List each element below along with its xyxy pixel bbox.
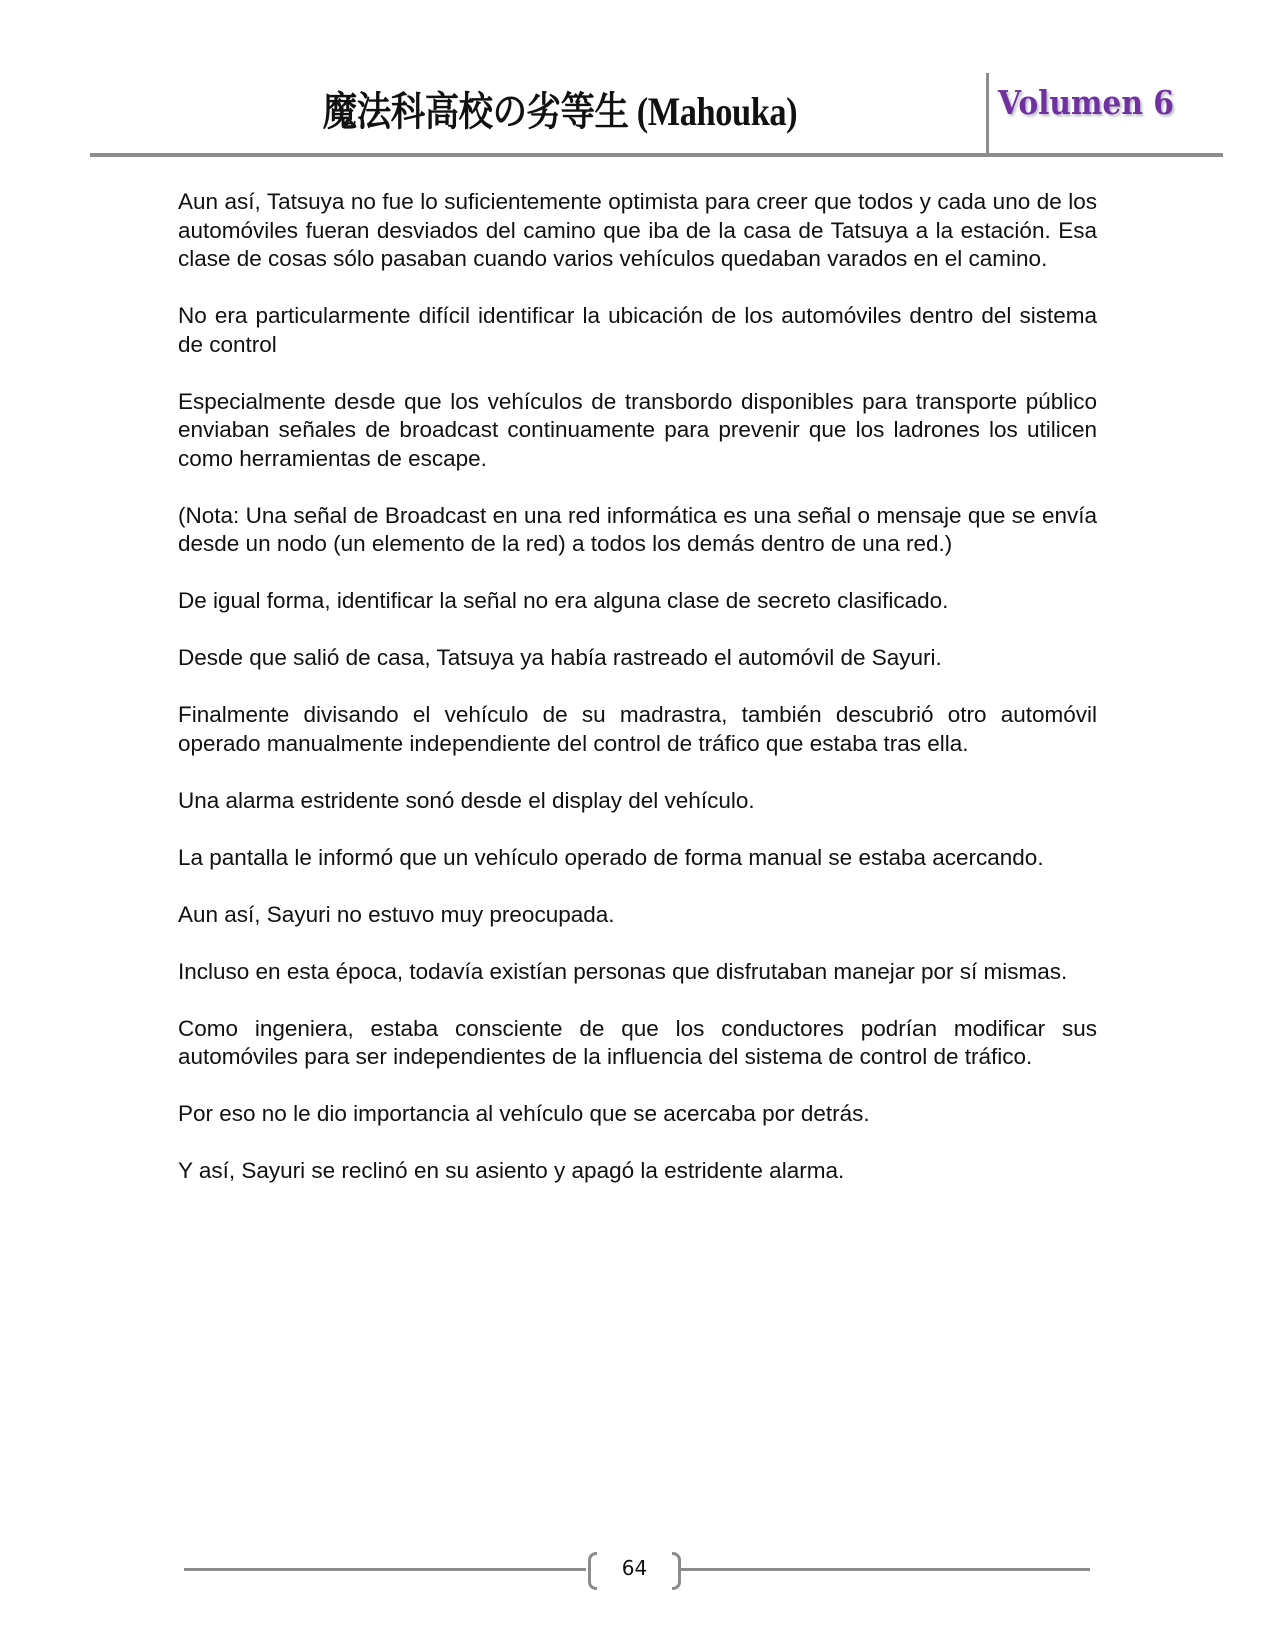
paragraph: Y así, Sayuri se reclinó en su asiento y apagó la estridente alarma. <box>178 1158 845 1183</box>
paragraph: Desde que salió de casa, Tatsuya ya había rastreado el automóvil de Sayuri. <box>178 645 942 670</box>
paragraph: (Nota: Una señal de Broadcast en una red informática es una señal o mensaje que se envía desde un nodo (un elemento de la red) a todos los demás dentro de una red.) <box>178 502 1097 556</box>
paragraph: No era particularmente difícil identificar la ubicación de los automóviles dentro del sistema de control <box>178 303 1097 357</box>
paragraph: Por eso no le dio importancia al vehículo que se acercaba por detrás. <box>178 1101 870 1126</box>
paragraph: Especialmente desde que los vehículos de transbordo disponibles para transporte público enviaban señales de broadcast continuamente para prevenir que los ladrones los utilicen como herramientas de escape. <box>178 388 1097 471</box>
right-bracket-icon <box>672 1552 681 1590</box>
page-body <box>178 188 1097 1214</box>
footer-rule-left <box>184 1568 586 1571</box>
header-divider <box>986 73 989 157</box>
paragraph: De igual forma, identificar la señal no era alguna clase de secreto clasificado. <box>178 588 949 613</box>
page-number: 64 <box>621 1556 648 1580</box>
paragraph: Una alarma estridente sonó desde el display del vehículo. <box>178 787 755 813</box>
book-title: 魔法科高校の劣等生 (Mahouka) <box>322 89 798 134</box>
header-rule <box>90 153 1223 157</box>
paragraph: Aun así, Tatsuya no fue lo suficientemente optimista para creer que todos y cada uno de los automóviles fueran desviados del camino que iba de la casa de Tatsuya a la estación. Esa clase de cosas sólo pasaban cuando varios vehículos quedaban varados en el camino. <box>178 189 1097 271</box>
paragraph: La pantalla le informó que un vehículo operado de forma manual se estaba acercando. <box>178 844 1044 870</box>
paragraph: Incluso en esta época, todavía existían personas que disfrutaban manejar por sí mismas. <box>178 958 1068 984</box>
paragraph: Aun así, Sayuri no estuvo muy preocupada. <box>178 901 615 927</box>
footer-rule-right <box>681 1568 1090 1571</box>
paragraph: Como ingeniera, estaba consciente de que los conductores podrían modificar sus automóviles para ser independientes de la influencia del sistema de control de tráfico. <box>178 1015 1097 1069</box>
volume-label: Volumen 6 <box>998 83 1174 122</box>
paragraph: Finalmente divisando el vehículo de su madrastra, también descubrió otro automóvil operado manualmente independiente del control de tráfico que estaba tras ella. <box>178 702 1097 756</box>
left-bracket-icon <box>588 1552 597 1590</box>
